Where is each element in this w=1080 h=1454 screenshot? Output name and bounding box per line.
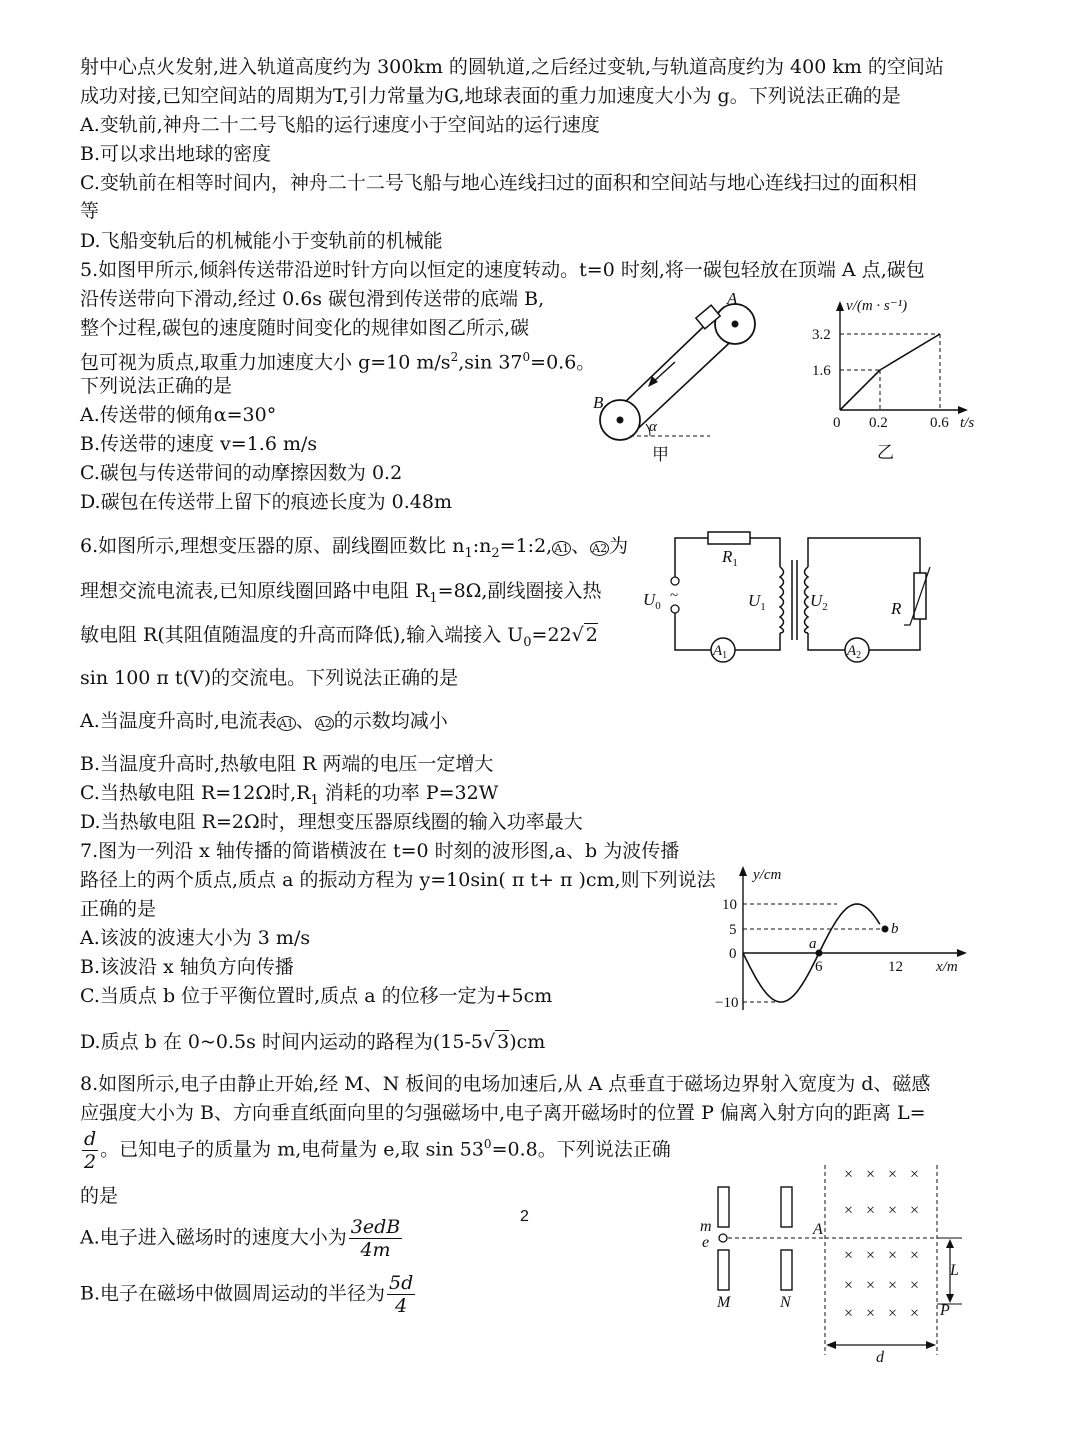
ammeter-a2-symbol: A2 bbox=[592, 542, 608, 555]
ammeter-a1-symbol: A1 bbox=[554, 542, 570, 555]
label-u0: $U_0$ bbox=[643, 590, 661, 612]
q6-line2: 理想交流电流表,已知原线圈回路中电阻 $R_1=8\Omega$,副线圈接入热 bbox=[80, 580, 602, 606]
field-cross-mark: × bbox=[888, 1277, 898, 1294]
label-l: L bbox=[950, 1262, 959, 1279]
field-cross-mark: × bbox=[910, 1277, 920, 1294]
field-cross-mark: × bbox=[844, 1202, 854, 1219]
tick-10: 10 bbox=[722, 897, 737, 913]
point-a bbox=[816, 950, 823, 957]
plate-n-bottom bbox=[781, 1250, 792, 1290]
field-cross-mark: × bbox=[866, 1277, 876, 1294]
plate-m-top bbox=[718, 1187, 729, 1227]
label-plate-n: N bbox=[780, 1294, 791, 1311]
tick-0-6: 0.6 bbox=[930, 415, 949, 431]
field-cross-mark: × bbox=[888, 1305, 898, 1322]
q4-option-d: D.飞船变轨后的机械能小于变轨前的机械能 bbox=[80, 230, 443, 252]
label-plate-m: M bbox=[717, 1294, 731, 1311]
label-p: P bbox=[940, 1302, 950, 1319]
label-r: R bbox=[891, 599, 902, 618]
field-cross-mark: × bbox=[866, 1202, 876, 1219]
electron bbox=[719, 1234, 727, 1242]
v-axis-label: v/(m · s⁻¹) bbox=[846, 298, 908, 314]
q8-line3: $\frac{d}{2}$ 。已知电子的质量为 m,电荷量为 e,取 $\sin 53^0=0.8$。下列说法正确 bbox=[84, 1128, 671, 1173]
terminal-bottom bbox=[671, 605, 679, 613]
q5-line3: 整个过程,碳包的速度随时间变化的规律如图乙所示,碳 bbox=[80, 317, 530, 339]
field-cross-mark: × bbox=[910, 1166, 920, 1183]
tick-5: 5 bbox=[729, 922, 737, 938]
q5-figure-conveyor bbox=[590, 289, 738, 470]
q4-option-c-line2: 等 bbox=[80, 200, 100, 222]
tick-0: 0 bbox=[833, 415, 841, 431]
q5-option-d: D.碳包在传送带上留下的痕迹长度为 0.48m bbox=[80, 491, 452, 513]
resistor-r1 bbox=[708, 532, 750, 544]
field-cross-mark: × bbox=[888, 1202, 898, 1219]
caption-jia: 甲 bbox=[652, 445, 669, 464]
field-cross-mark: × bbox=[910, 1305, 920, 1322]
q4-option-b: B.可以求出地球的密度 bbox=[80, 143, 272, 165]
q8-line1: 8.如图所示,电子由静止开始,经 M、N 板间的电场加速后,从 A 点垂直于磁场边界射入宽度为 d、磁感 bbox=[80, 1073, 931, 1095]
field-cross-mark: × bbox=[888, 1166, 898, 1183]
q7-option-c: C.当质点 b 位于平衡位置时,质点 a 的位移一定为+5cm bbox=[80, 985, 553, 1007]
label-d: d bbox=[876, 1349, 884, 1366]
x-axis-label: x/m bbox=[936, 959, 958, 975]
field-cross-mark: × bbox=[910, 1202, 920, 1219]
q6-option-d: D.当热敏电阻 R=2Ω时，理想变压器原线圈的输入功率最大 bbox=[80, 811, 583, 833]
q5-option-b: B.传送带的速度 v=1.6 m/s bbox=[80, 433, 318, 455]
field-cross-mark: × bbox=[866, 1305, 876, 1322]
label-u1: $U_1$ bbox=[748, 591, 766, 613]
field-cross-mark: × bbox=[888, 1247, 898, 1264]
q6-option-c: C.当热敏电阻 R=12Ω时$,R_1$ 消耗的功率 P=32W bbox=[80, 782, 499, 808]
q5-option-c: C.碳包与传送带间的动摩擦因数为 0.2 bbox=[80, 462, 403, 484]
plate-n-top bbox=[781, 1187, 792, 1227]
field-cross-mark: × bbox=[866, 1247, 876, 1264]
tick-3-2: 3.2 bbox=[812, 327, 831, 343]
field-crosses bbox=[844, 1166, 919, 1322]
field-cross-mark: × bbox=[844, 1305, 854, 1322]
label-r1: $R_1$ bbox=[722, 547, 738, 569]
q8-option-b: B.电子在磁场中做圆周运动的半径为 $\frac{5d}{4}$ bbox=[80, 1272, 414, 1317]
q5-line4: 包可视为质点,取重力加速度大小 g=10 $m/s^2,\sin$ $37^0=0.6$。 bbox=[80, 350, 596, 374]
q6-line4: sin 100 π t(V)的交流电。下列说法正确的是 bbox=[80, 667, 459, 689]
q7-line3: 正确的是 bbox=[80, 898, 157, 920]
q7-line1: 7.图为一列沿 x 轴传播的简谐横波在 t=0 时刻的波形图,a、b 为波传播 bbox=[80, 840, 680, 862]
caption-yi: 乙 bbox=[877, 443, 894, 462]
terminal-top bbox=[671, 577, 679, 585]
t-axis-label: t/s bbox=[960, 415, 975, 431]
q5-line2: 沿传送带向下滑动,经过 0.6s 碳包滑到传送带的底端 B, bbox=[80, 288, 545, 310]
vt-segment-2 bbox=[880, 334, 940, 370]
q8-line4: 的是 bbox=[80, 1185, 119, 1207]
field-cross-mark: × bbox=[844, 1166, 854, 1183]
vt-segment-1 bbox=[840, 370, 880, 410]
tick-neg-10: −10 bbox=[715, 995, 739, 1011]
q7-option-a: A.该波的波速大小为 3 m/s bbox=[80, 927, 311, 949]
belt-bottom bbox=[630, 333, 740, 436]
q5-line1: 5.如图甲所示,倾斜传送带沿逆时针方向以恒定的速度转动。t=0 时刻,将一碳包轻放在顶端 A 点,碳包 bbox=[80, 259, 925, 281]
tick-0-2: 0.2 bbox=[869, 415, 888, 431]
plate-m-bottom bbox=[718, 1250, 729, 1290]
q6-option-a: A.当温度升高时,电流表 A1 、 A2 的示数均减小 bbox=[80, 710, 448, 732]
label-a: A bbox=[813, 1221, 823, 1238]
q4-option-c-line1: C.变轨前在相等时间内，神舟二十二号飞船与地心连线扫过的面积和空间站与地心连线扫过的面积相 bbox=[80, 172, 917, 194]
label-a1: $A_1$ bbox=[713, 643, 728, 661]
q5-line5: 下列说法正确的是 bbox=[80, 375, 233, 397]
tick-1-6: 1.6 bbox=[812, 363, 831, 379]
q8-line2: 应强度大小为 B、方向垂直纸面向里的匀强磁场中,电子离开磁场时的位置 P 偏离入射方向的距离 L= bbox=[80, 1102, 926, 1124]
tick-0: 0 bbox=[729, 946, 737, 962]
page-number: 2 bbox=[520, 1208, 529, 1225]
label-e: e bbox=[702, 1234, 710, 1251]
q4-line1: 射中心点火发射,进入轨道高度约为 300km 的圆轨道,之后经过变轨,与轨道高度约为 400 km 的空间站 bbox=[80, 56, 944, 78]
label-b: B bbox=[593, 393, 604, 412]
field-cross-mark: × bbox=[844, 1277, 854, 1294]
q8-option-a: A.电子进入磁场时的速度大小为 $\frac{\text{3edB}}{4m}$ bbox=[80, 1216, 401, 1261]
label-a: A bbox=[727, 289, 738, 308]
field-cross-mark: × bbox=[910, 1247, 920, 1264]
label-u2: $U_2$ bbox=[810, 591, 828, 613]
q6-figure-transformer-circuit bbox=[640, 525, 950, 670]
q7-option-b: B.该波沿 x 轴负方向传播 bbox=[80, 956, 294, 978]
field-cross-mark: × bbox=[866, 1166, 876, 1183]
field-cross-mark: × bbox=[844, 1247, 854, 1264]
q6-line1: 6.如图所示,理想变压器的原、副线圈匝数比 $n_1:n_2=1:2$, A1 、 A2 为 bbox=[80, 535, 629, 561]
label-a2: $A_2$ bbox=[847, 643, 862, 661]
q6-option-b: B.当温度升高时,热敏电阻 R 两端的电压一定增大 bbox=[80, 753, 494, 775]
y-axis-label: y/cm bbox=[753, 867, 782, 883]
q6-line3: 敏电阻 R(其阻值随温度的升高而降低),输入端接入 $U_0=22√$ 2 bbox=[80, 624, 598, 650]
point-b bbox=[882, 926, 889, 933]
q7-option-d: D.质点 b 在 0~0.5s 时间内运动的路程为(15-5√ 3)cm bbox=[80, 1031, 546, 1053]
tick-12: 12 bbox=[888, 959, 903, 975]
q7-line2: 路径上的两个质点,质点 a 的振动方程为 y=10sin( π t+ π )cm,则下列说法 bbox=[80, 869, 716, 891]
label-b: b bbox=[891, 921, 899, 937]
q7-figure-wave bbox=[715, 860, 980, 1020]
q8-figure-magnetic-field bbox=[700, 1165, 975, 1365]
label-tilde: ~ bbox=[670, 588, 679, 604]
label-a: a bbox=[809, 936, 817, 952]
label-m: m bbox=[700, 1218, 712, 1235]
q5-figure-vt-graph bbox=[800, 295, 1000, 470]
label-alpha: α bbox=[649, 419, 657, 435]
q5-option-a: A.传送带的倾角α=30° bbox=[80, 404, 277, 426]
tick-6: 6 bbox=[815, 959, 823, 975]
q4-line2: 成功对接,已知空间站的周期为T,引力常量为G,地球表面的重力加速度大小为 g。下列说法正确的是 bbox=[80, 85, 901, 107]
q4-option-a: A.变轨前,神舟二十二号飞船的运行速度小于空间站的运行速度 bbox=[80, 114, 600, 136]
